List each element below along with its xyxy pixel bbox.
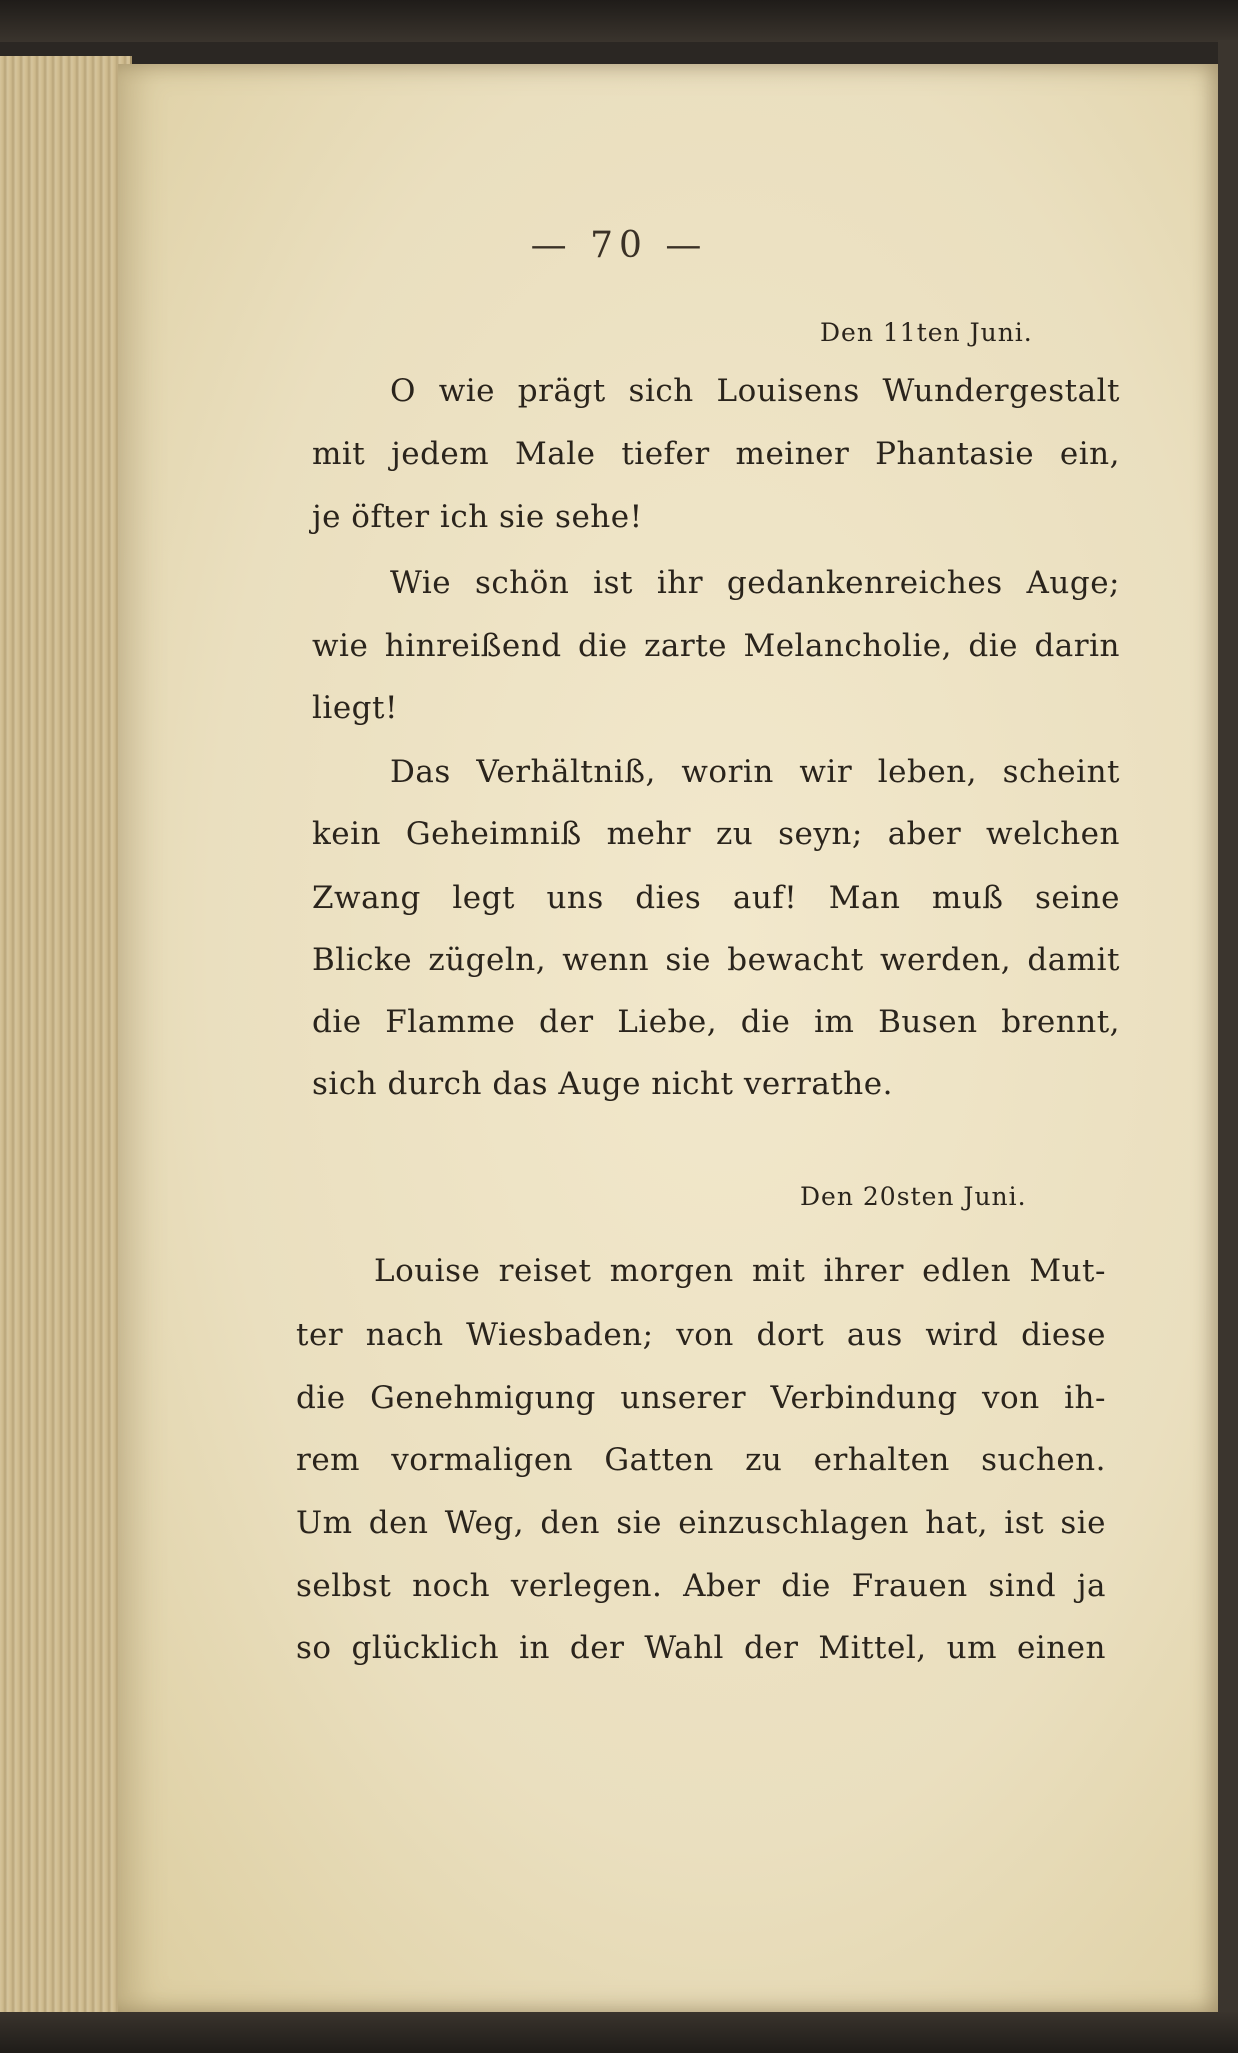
- text-line: so glücklich in der Wahl der Mittel, um einen: [296, 1630, 1106, 1666]
- entry-date: Den 20sten Juni.: [800, 1182, 1027, 1211]
- page-stack-edges: [0, 56, 132, 2016]
- text-line: kein Geheimniß mehr zu seyn; aber welchen: [312, 816, 1120, 852]
- text-line: je öfter ich sie sehe!: [312, 499, 643, 535]
- text-line: Um den Weg, den sie einzuschlagen hat, ist sie: [296, 1505, 1106, 1541]
- text-line: sich durch das Auge nicht verrathe.: [312, 1066, 893, 1102]
- page-number: — 70 —: [530, 225, 708, 266]
- text-line: Louise reiset morgen mit ihrer edlen Mut-: [374, 1253, 1106, 1289]
- text-line: die Genehmigung unserer Verbindung von ih-: [296, 1380, 1106, 1416]
- text-line: O wie prägt sich Louisens Wundergestalt: [390, 373, 1120, 409]
- text-line: Blicke zügeln, wenn sie bewacht werden, damit: [312, 942, 1120, 978]
- text-line: mit jedem Male tiefer meiner Phantasie ein,: [312, 436, 1120, 472]
- book-cover-right: [1218, 40, 1238, 2020]
- text-line: die Flamme der Liebe, die im Busen brennt,: [312, 1004, 1120, 1040]
- text-line: selbst noch verlegen. Aber die Frauen sind ja: [296, 1568, 1106, 1604]
- text-line: Wie schön ist ihr gedankenreiches Auge;: [390, 565, 1120, 601]
- text-line: Zwang legt uns dies auf! Man muß seine: [312, 880, 1120, 916]
- book-cover-top: [0, 0, 1238, 42]
- text-line: liegt!: [312, 690, 398, 726]
- text-line: wie hinreißend die zarte Melancholie, die darin: [312, 628, 1120, 664]
- text-line: rem vormaligen Gatten zu erhalten suchen.: [296, 1442, 1106, 1478]
- text-line: ter nach Wiesbaden; von dort aus wird diese: [296, 1317, 1106, 1353]
- book-cover-bottom: [0, 2012, 1238, 2053]
- entry-date: Den 11ten Juni.: [820, 318, 1033, 347]
- text-line: Das Verhältniß, worin wir leben, scheint: [390, 754, 1120, 790]
